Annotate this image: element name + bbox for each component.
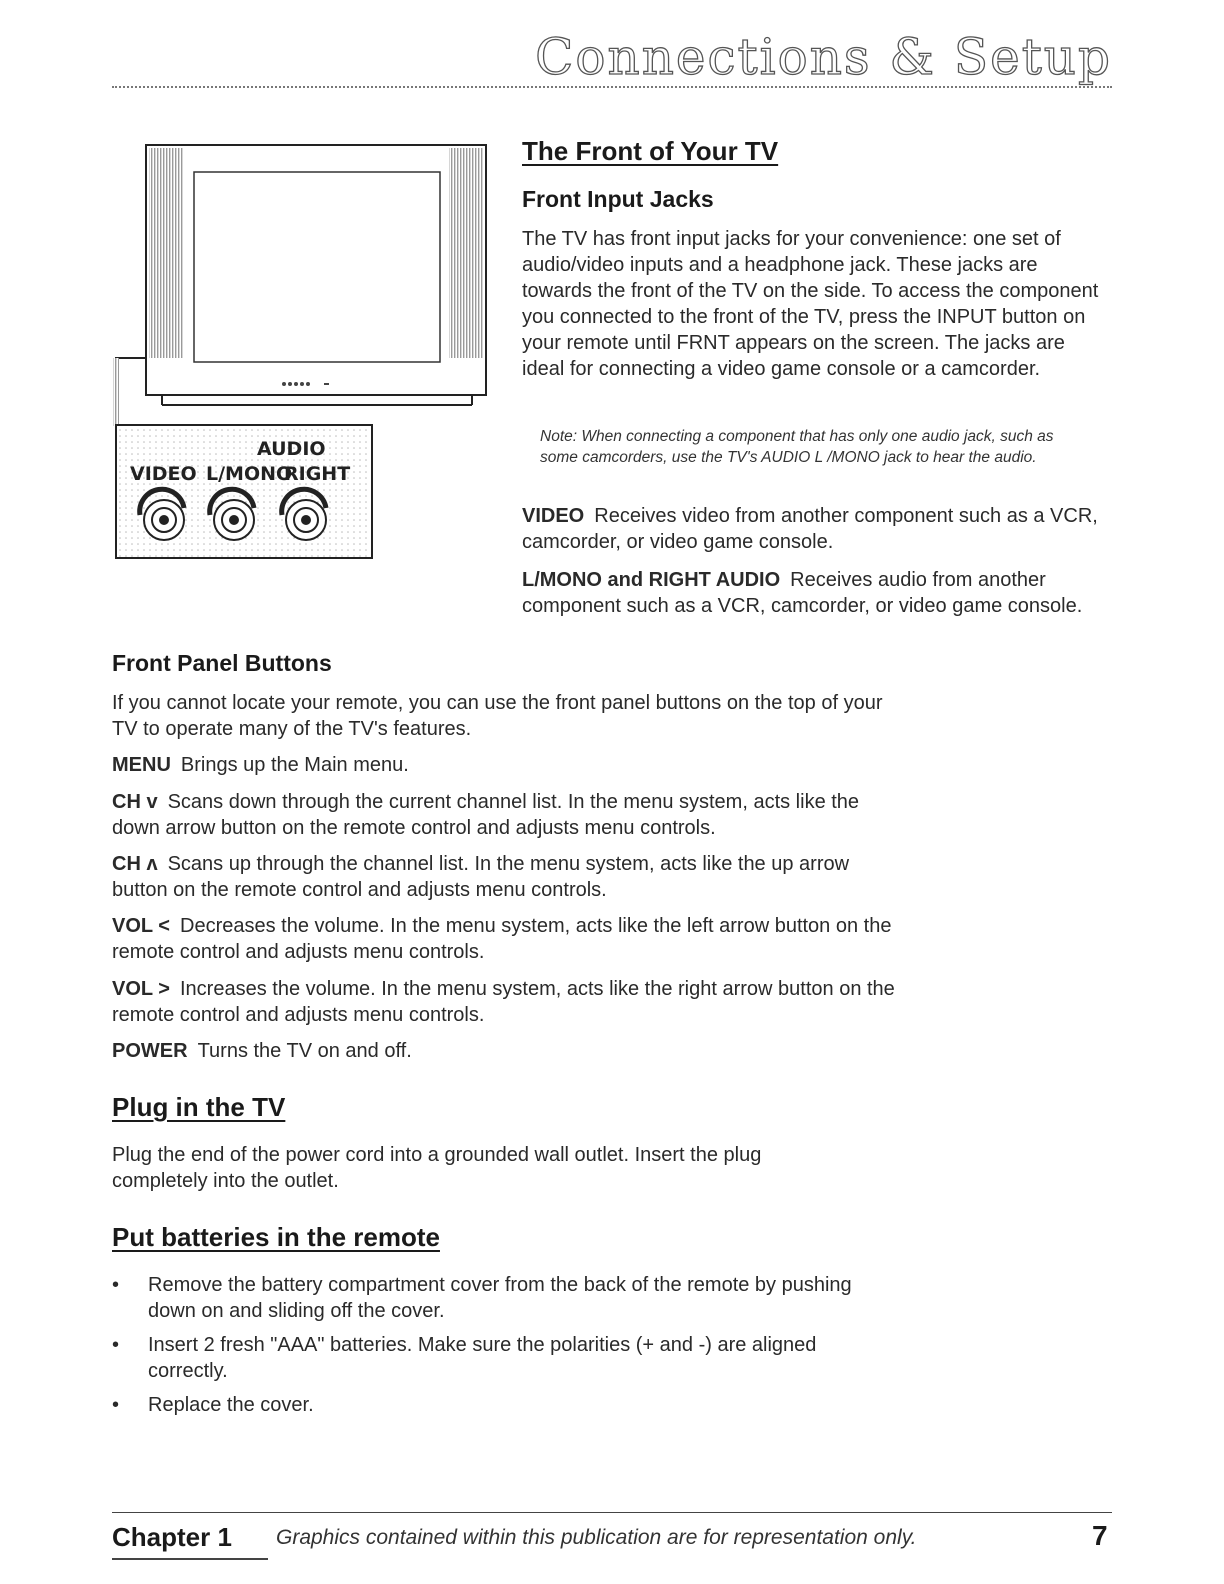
front-input-jacks-note: Note: When connecting a component that has only one audio jack, such as some camcorders, use the TV's AUDIO L /MONO jack to hear the audio. [540,428,1054,466]
audio-jack-group-label: AUDIO [257,438,326,460]
definition-menu [112,752,902,778]
plug-in-paragraph: Plug the end of the power cord into a grounded wall outlet. Insert the plug completely into the outlet. [112,1144,762,1192]
term-audio: L/MONO and RIGHT AUDIO [522,569,781,591]
front-of-tv-heading: The Front of Your TV [522,136,779,166]
batteries-heading: Put batteries in the remote [112,1222,440,1252]
front-panel-intro: If you cannot locate your remote, you can use the front panel buttons on the top of your TV to operate many of the TV's features. [112,692,883,740]
front-panel-buttons-heading: Front Panel Buttons [112,650,332,676]
plug-in-heading: Plug in the TV [112,1092,286,1122]
footer-disclaimer: Graphics contained within this publication are for representation only. [276,1526,917,1549]
list-item: • Remove the battery compartment cover from the back of the remote by pushing down on and sliding off the cover. [112,1272,872,1324]
video-jack-label: VIDEO [130,463,197,485]
tv-cabinet [146,145,486,405]
desc-menu: Brings up the Main menu. [180,754,409,776]
desc-ch-down: Scans down through the current channel list. In the menu system, acts like the down arrow button on the remote control and adjusts menu controls. [112,791,860,839]
desc-audio: Receives audio from another component such as a VCR, camcorder, or video game console. [522,569,1083,617]
definition-audio [522,567,1112,619]
footer-divider [112,1512,1112,1513]
page-header-title: Connections & Setup [535,28,1112,86]
definition-vol-up [112,976,902,1028]
definition-video [522,503,1112,555]
front-input-jacks-subheading: Front Input Jacks [522,186,714,212]
footer-chapter: Chapter 1 [112,1522,232,1552]
desc-ch-up: Scans up through the channel list. In the menu system, acts like the up arrow button on the remote control and adjusts menu controls. [112,853,850,901]
desc-video: Receives video from another component such as a VCR, camcorder, or video game console. [522,505,1098,553]
definition-ch-down [112,789,902,841]
desc-vol-up: Increases the volume. In the menu system, acts like the right arrow button on the remote control and adjusts menu controls. [112,978,895,1026]
term-ch-down: CH v [112,791,158,813]
desc-power: Turns the TV on and off. [197,1040,412,1062]
term-vol-up: VOL > [112,978,170,1000]
batteries-list [112,1272,872,1426]
right-jack-label: RIGHT [284,463,351,485]
term-video: VIDEO [522,505,585,527]
list-item: • Insert 2 fresh "AAA" batteries. Make sure the polarities (+ and -) are aligned correctly. [112,1332,872,1384]
chapter-underline [112,1558,268,1560]
term-power: POWER [112,1040,188,1062]
list-item: • Replace the cover. [112,1392,872,1418]
term-ch-up: CH ʌ [112,853,158,875]
lmono-jack-label: L/MONO [206,463,293,485]
desc-vol-down: Decreases the volume. In the menu system, acts like the left arrow button on the remote control and adjusts menu controls. [112,915,892,963]
term-vol-down: VOL < [112,915,170,937]
tv-front-jacks-illustration [112,140,492,565]
term-menu: MENU [112,754,171,776]
definition-vol-down [112,913,902,965]
page-number: 7 [1092,1520,1108,1551]
definition-ch-up [112,851,902,903]
front-jacks-callout [116,425,372,558]
header-divider [112,86,1112,88]
definition-power [112,1038,902,1064]
front-input-jacks-paragraph: The TV has front input jacks for your convenience: one set of audio/video inputs and a headphone jack. These jacks are towards the front of the TV on the side. To access the component you connected to the front of the TV, press the INPUT button on your remote until FRNT appears on the screen. The jacks are ideal for connecting a video game console or a camcorder. [522,228,1099,380]
